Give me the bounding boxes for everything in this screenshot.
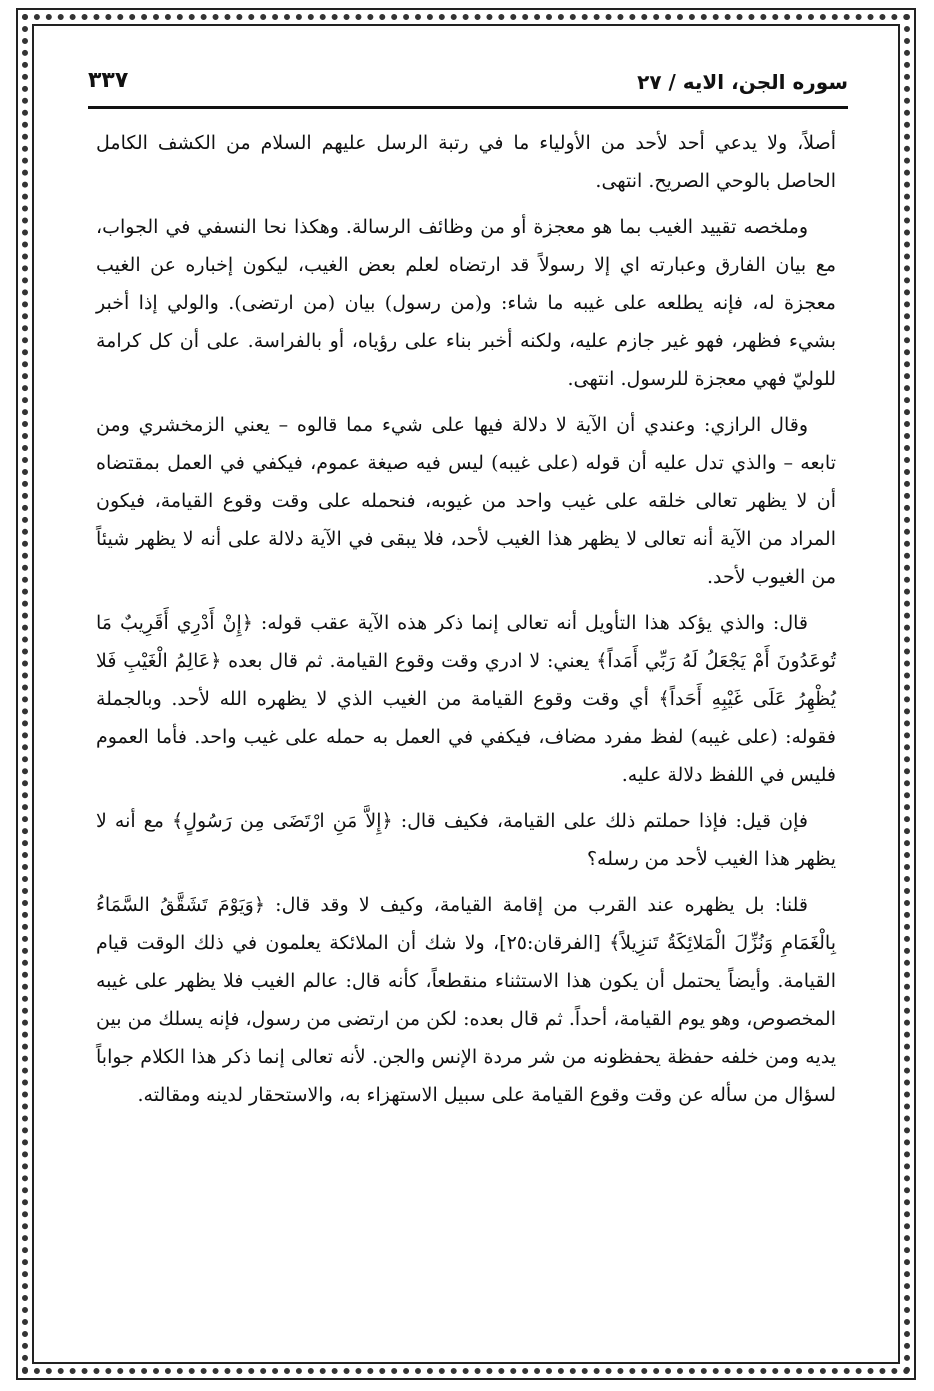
paragraph: وقال الرازي: وعندي أن الآية لا دلالة فيها على شيء مما قالوه – يعني الزمخشري ومن تابعه – والذي تدل عليه أن قوله (على غيبه) ليس فيه صيغة عموم، فيكفي في العمل بمقتضاه أن لا يظهر تعالى خلقه على غيب واحد من غيوبه، فنحمله على وقت وقوع القيامة، فيكون المراد من الآية أنه تعالى لا يظهر هذا الغيب لأحد، فلا يبقى في الآية دلالة على أنه لا يظهر شيئاً من الغيوب لأحد.	[96, 414, 836, 588]
paragraph: قلنا: بل يظهره عند القرب من إقامة القيامة، وكيف لا وقد قال: ﴿وَيَوْمَ تَشَقَّقُ السَّمَاءُ بِالْغَمَامِ وَنُزِّلَ الْمَلائِكَةُ تَنزِيلاً﴾ [الفرقان:٢٥]، ولا شك أن الملائكة يعلمون في ذلك الوقت قيام القيامة. وأيضاً يحتمل أن يكون هذا الاستثناء منقطعاً، كأنه قال: عالم الغيب فلا يظهر على غيبه المخصوص، وهو يوم القيامة، أحداً. ثم قال بعده: لكن من ارتضى من رسول، فإنه يسلك من بين يديه ومن خلفه حفظة يحفظونه من شر مردة الإنس والجن. لأنه تعالى إنما ذكر هذا الكلام جواباً لسؤال من سأله عن وقت وقوع القيامة على سبيل الاستهزاء به، والاستحقار لدينه ومقالته.	[96, 894, 836, 1106]
page-header	[88, 66, 848, 109]
page-number: ٣٣٧	[88, 68, 129, 93]
paragraph: وملخصه تقييد الغيب بما هو معجزة أو من وظائف الرسالة. وهكذا نحا النسفي في الجواب، مع بيان الفارق وعبارته اي إلا رسولاً قد ارتضاه لعلم بعض الغيب، ليكون إخباره عن الغيب معجزة له، فإنه يطلعه على غيبه ما شاء: و(من رسول) بيان (من ارتضى). والولي إذا أخبر بشيء فظهر، فهو غير جازم عليه، ولكنه أخبر بناء على رؤياه، أو بالفراسة. على أن كل كرامة للوليّ فهي معجزة للرسول. انتهى.	[96, 216, 836, 390]
paragraph: فإن قيل: فإذا حملتم ذلك على القيامة، فكيف قال: ﴿إِلاَّ مَنِ ارْتَضَى مِن رَسُولٍ﴾ مع أنه لا يظهر هذا الغيب لأحد من رسله؟	[96, 810, 836, 870]
page-body	[96, 124, 836, 1122]
paragraph: أصلاً، ولا يدعي أحد لأحد من الأولياء ما في رتبة الرسل عليهم السلام من الكشف الكامل الحاصل بالوحي الصريح. انتهى.	[96, 132, 836, 192]
paragraph: قال: والذي يؤكد هذا التأويل أنه تعالى إنما ذكر هذه الآية عقب قوله: ﴿إِنْ أَدْرِي أَقَرِيبٌ مَا تُوعَدُونَ أَمْ يَجْعَلُ لَهُ رَبِّي أَمَداً﴾ يعني: لا ادري وقت وقوع القيامة. ثم قال بعده ﴿عَالِمُ الْغَيْبِ فَلا يُظْهِرُ عَلَى غَيْبِهِ أَحَداً﴾ أي وقت وقوع القيامة من الغيب الذي لا يظهره الله لأحد. وبالجملة فقوله: (على غيبه) لفظ مفرد مضاف، فيكفي في العمل به حمله على غيب واحد. فأما العموم فليس في اللفظ دلالة عليه.	[96, 612, 836, 786]
running-title: سوره الجن، الايه / ٢٧	[637, 70, 848, 94]
